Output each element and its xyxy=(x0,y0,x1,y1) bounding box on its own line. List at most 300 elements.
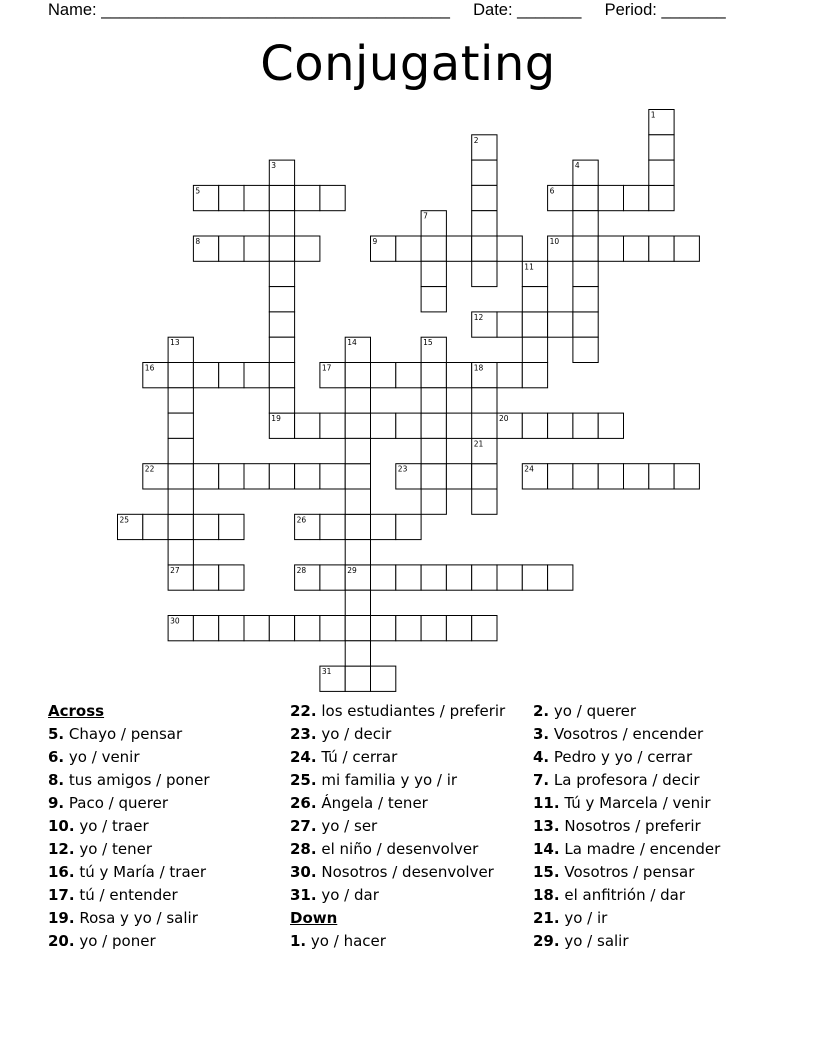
grid-cell[interactable] xyxy=(168,489,193,514)
cell-number: 4 xyxy=(574,161,580,171)
clue-text: Paco / querer xyxy=(68,794,168,812)
grid-cell[interactable] xyxy=(472,261,497,286)
grid-cell[interactable] xyxy=(295,236,320,261)
cell-number: 9 xyxy=(372,237,378,246)
grid-cell[interactable] xyxy=(269,261,294,286)
clue-item xyxy=(533,723,720,746)
clue-number: 21. xyxy=(533,909,560,927)
cell-number: 30 xyxy=(170,616,180,626)
grid-cell[interactable] xyxy=(168,438,193,463)
clue-number: 25. xyxy=(290,771,317,789)
clue-text: yo / ir xyxy=(564,909,608,927)
clue-column-3 xyxy=(533,700,720,953)
grid-cell[interactable] xyxy=(345,590,370,615)
grid-cell[interactable] xyxy=(573,287,598,312)
clue-number: 7. xyxy=(533,771,550,789)
grid-cell[interactable] xyxy=(269,185,294,210)
grid-cell[interactable] xyxy=(421,287,446,312)
grid-cell[interactable] xyxy=(295,464,320,489)
grid-cell[interactable] xyxy=(269,287,294,312)
clue-item xyxy=(533,884,720,907)
grid-cell[interactable] xyxy=(522,261,547,286)
down-heading: Down xyxy=(290,909,338,927)
grid-cell[interactable] xyxy=(522,312,547,337)
grid-cell[interactable] xyxy=(446,464,471,489)
clue-text: tú / entender xyxy=(79,886,178,904)
grid-cell[interactable] xyxy=(168,616,193,641)
cell-number: 1 xyxy=(650,110,656,120)
grid-cell[interactable] xyxy=(168,540,193,565)
clue-text: yo / ser xyxy=(321,817,378,835)
clue-list xyxy=(0,700,816,1000)
grid-cell[interactable] xyxy=(598,236,623,261)
grid-cell[interactable] xyxy=(371,363,396,388)
grid-cell[interactable] xyxy=(269,363,294,388)
grid-cell[interactable] xyxy=(345,413,370,438)
clue-item xyxy=(48,769,210,792)
grid-cell[interactable] xyxy=(345,641,370,666)
grid-cell[interactable] xyxy=(396,236,421,261)
grid-cell[interactable] xyxy=(522,565,547,590)
clue-text: el niño / desenvolver xyxy=(321,840,479,858)
grid-cell[interactable] xyxy=(193,363,218,388)
grid-cell[interactable] xyxy=(320,565,345,590)
grid-cell[interactable] xyxy=(573,236,598,261)
grid-cell[interactable] xyxy=(320,616,345,641)
clue-item xyxy=(533,700,720,723)
grid-cell[interactable] xyxy=(244,616,269,641)
grid-cell[interactable] xyxy=(244,185,269,210)
grid-cell[interactable] xyxy=(345,540,370,565)
clue-text: yo / tener xyxy=(79,840,153,858)
clue-text: Vosotros / pensar xyxy=(564,863,695,881)
grid-cell[interactable] xyxy=(345,337,370,362)
grid-cell[interactable] xyxy=(320,464,345,489)
grid-cell[interactable] xyxy=(345,438,370,463)
clue-text: los estudiantes / preferir xyxy=(321,702,506,720)
clue-item xyxy=(533,769,720,792)
grid-cell[interactable] xyxy=(421,616,446,641)
grid-cell[interactable] xyxy=(320,666,345,691)
clue-item xyxy=(290,815,505,838)
period-label: Period: xyxy=(604,1,657,19)
grid-cell[interactable] xyxy=(472,312,497,337)
clue-item xyxy=(533,815,720,838)
clue-number: 30. xyxy=(290,863,317,881)
grid-cell[interactable] xyxy=(371,666,396,691)
grid-cell[interactable] xyxy=(624,464,649,489)
grid-cell[interactable] xyxy=(522,464,547,489)
grid-cell[interactable] xyxy=(548,565,573,590)
grid-cell[interactable] xyxy=(193,185,218,210)
clue-number: 31. xyxy=(290,886,317,904)
cell-number: 8 xyxy=(195,237,201,246)
clue-number: 1. xyxy=(290,932,307,950)
clue-number: 11. xyxy=(533,794,560,812)
clue-number: 23. xyxy=(290,725,317,743)
clue-number: 16. xyxy=(48,863,75,881)
grid-cell[interactable] xyxy=(649,160,674,185)
clue-text: yo / venir xyxy=(68,748,140,766)
clue-text: Nosotros / desenvolver xyxy=(321,863,494,881)
clue-item xyxy=(48,838,210,861)
grid-cell[interactable] xyxy=(573,261,598,286)
grid-cell[interactable] xyxy=(421,261,446,286)
cell-number: 26 xyxy=(296,515,307,525)
clue-number: 13. xyxy=(533,817,560,835)
clue-text: mi familia y yo / ir xyxy=(321,771,458,789)
grid-cell[interactable] xyxy=(320,413,345,438)
clue-item xyxy=(533,746,720,769)
grid-cell[interactable] xyxy=(320,514,345,539)
grid-cell[interactable] xyxy=(573,312,598,337)
grid-cell[interactable] xyxy=(421,363,446,388)
grid-cell[interactable] xyxy=(118,514,143,539)
clue-text: Pedro y yo / cerrar xyxy=(553,748,693,766)
grid-cell[interactable] xyxy=(345,363,370,388)
clue-number: 9. xyxy=(48,794,65,812)
clue-column-2 xyxy=(290,700,505,953)
grid-cell[interactable] xyxy=(168,565,193,590)
name-label: Name: xyxy=(48,1,97,19)
clue-number: 2. xyxy=(533,702,550,720)
clue-text: tus amigos / poner xyxy=(68,771,210,789)
clue-text: yo / decir xyxy=(321,725,392,743)
grid-cell[interactable] xyxy=(598,185,623,210)
grid-cell[interactable] xyxy=(548,413,573,438)
grid-cell[interactable] xyxy=(472,363,497,388)
grid-cell[interactable] xyxy=(497,312,522,337)
cell-number: 18 xyxy=(473,363,484,373)
grid-cell[interactable] xyxy=(244,363,269,388)
grid-cell[interactable] xyxy=(269,337,294,362)
grid-cell[interactable] xyxy=(320,363,345,388)
clue-item xyxy=(48,930,210,953)
clue-item xyxy=(533,838,720,861)
grid-cell[interactable] xyxy=(295,616,320,641)
date-blank[interactable]: _______ xyxy=(517,1,582,19)
grid-cell[interactable] xyxy=(649,185,674,210)
grid-cell[interactable] xyxy=(219,464,244,489)
clue-number: 19. xyxy=(48,909,75,927)
grid-cell[interactable] xyxy=(269,388,294,413)
clue-number: 14. xyxy=(533,840,560,858)
grid-cell[interactable] xyxy=(548,185,573,210)
grid-cell[interactable] xyxy=(472,464,497,489)
clue-text: Nosotros / preferir xyxy=(564,817,701,835)
cell-number: 19 xyxy=(271,414,281,424)
grid-cell[interactable] xyxy=(421,388,446,413)
grid-cell[interactable] xyxy=(219,363,244,388)
grid-cell[interactable] xyxy=(522,413,547,438)
clue-item xyxy=(290,861,505,884)
cell-number: 20 xyxy=(499,414,509,424)
grid-cell[interactable] xyxy=(371,616,396,641)
clue-text: Ángela / tener xyxy=(321,794,428,812)
cell-number: 29 xyxy=(347,565,357,575)
grid-cell[interactable] xyxy=(219,514,244,539)
cell-number: 11 xyxy=(524,262,534,272)
clue-text: La profesora / decir xyxy=(553,771,700,789)
clue-number: 6. xyxy=(48,748,65,766)
cell-number: 21 xyxy=(473,439,484,449)
grid-cell[interactable] xyxy=(472,160,497,185)
grid-cell[interactable] xyxy=(371,413,396,438)
grid-cell[interactable] xyxy=(624,236,649,261)
grid-cell[interactable] xyxy=(649,464,674,489)
clue-number: 4. xyxy=(533,748,550,766)
grid-cell[interactable] xyxy=(446,565,471,590)
grid-cell[interactable] xyxy=(624,185,649,210)
grid-cell[interactable] xyxy=(143,514,168,539)
grid-cell[interactable] xyxy=(345,565,370,590)
clue-item xyxy=(48,746,210,769)
clue-number: 12. xyxy=(48,840,75,858)
grid-cell[interactable] xyxy=(244,236,269,261)
grid-cell[interactable] xyxy=(548,464,573,489)
grid-cell[interactable] xyxy=(421,464,446,489)
grid-cell[interactable] xyxy=(396,413,421,438)
grid-cell[interactable] xyxy=(573,211,598,236)
clue-item xyxy=(290,930,505,953)
cell-number: 15 xyxy=(423,338,433,348)
cell-number: 3 xyxy=(271,161,277,171)
grid-cell[interactable] xyxy=(649,236,674,261)
clue-text: tú y María / traer xyxy=(79,863,207,881)
cell-number: 2 xyxy=(473,135,479,145)
clue-text: Rosa y yo / salir xyxy=(79,909,198,927)
grid-cell[interactable] xyxy=(472,616,497,641)
grid-cell[interactable] xyxy=(421,438,446,463)
grid-cell[interactable] xyxy=(168,337,193,362)
grid-cell[interactable] xyxy=(295,514,320,539)
grid-cell[interactable] xyxy=(269,160,294,185)
clue-text: yo / traer xyxy=(79,817,149,835)
cell-number: 28 xyxy=(296,565,307,575)
grid-cell[interactable] xyxy=(193,514,218,539)
grid-cell[interactable] xyxy=(269,236,294,261)
cell-number: 16 xyxy=(144,363,155,373)
grid-cell[interactable] xyxy=(219,236,244,261)
grid-cell[interactable] xyxy=(143,464,168,489)
grid-cell[interactable] xyxy=(345,388,370,413)
cell-number: 31 xyxy=(321,667,332,677)
grid-cell[interactable] xyxy=(522,287,547,312)
grid-cell[interactable] xyxy=(674,236,699,261)
grid-cell[interactable] xyxy=(143,363,168,388)
grid-cell[interactable] xyxy=(320,185,345,210)
clue-text: yo / dar xyxy=(321,886,379,904)
grid-cell[interactable] xyxy=(573,337,598,362)
period-blank[interactable]: _______ xyxy=(661,1,726,19)
grid-cell[interactable] xyxy=(421,211,446,236)
grid-cell[interactable] xyxy=(345,489,370,514)
grid-cell[interactable] xyxy=(168,514,193,539)
clue-item xyxy=(290,746,505,769)
cell-number: 6 xyxy=(549,186,555,196)
name-blank[interactable]: ______________________________________ xyxy=(101,1,450,19)
grid-cell[interactable] xyxy=(573,185,598,210)
clue-text: Tú y Marcela / venir xyxy=(564,794,711,812)
clue-column-1 xyxy=(48,700,210,953)
grid-cell[interactable] xyxy=(396,464,421,489)
grid-cell[interactable] xyxy=(371,514,396,539)
clue-item xyxy=(533,930,720,953)
grid-cell[interactable] xyxy=(649,135,674,160)
grid-cell[interactable] xyxy=(472,489,497,514)
grid-cell[interactable] xyxy=(168,464,193,489)
grid-cell[interactable] xyxy=(345,666,370,691)
cell-number: 13 xyxy=(170,338,180,348)
clue-item xyxy=(48,815,210,838)
grid-cell[interactable] xyxy=(168,363,193,388)
grid-cell[interactable] xyxy=(219,185,244,210)
grid-cell[interactable] xyxy=(193,616,218,641)
grid-cell[interactable] xyxy=(446,363,471,388)
grid-cell[interactable] xyxy=(421,413,446,438)
clue-text: Chayo / pensar xyxy=(68,725,183,743)
grid-cell[interactable] xyxy=(446,413,471,438)
clue-text: yo / hacer xyxy=(310,932,386,950)
clue-item xyxy=(290,838,505,861)
grid-cell[interactable] xyxy=(497,236,522,261)
clue-number: 8. xyxy=(48,771,65,789)
clue-item xyxy=(290,792,505,815)
grid-cell[interactable] xyxy=(396,565,421,590)
grid-cell[interactable] xyxy=(168,388,193,413)
clue-text: el anfitrión / dar xyxy=(564,886,686,904)
grid-cell[interactable] xyxy=(295,185,320,210)
grid-cell[interactable] xyxy=(193,464,218,489)
grid-cell[interactable] xyxy=(269,413,294,438)
grid-cell[interactable] xyxy=(472,135,497,160)
grid-cell[interactable] xyxy=(269,616,294,641)
grid-cell[interactable] xyxy=(649,110,674,135)
grid-cell[interactable] xyxy=(295,413,320,438)
clue-item xyxy=(48,792,210,815)
grid-cell[interactable] xyxy=(396,363,421,388)
clue-item xyxy=(533,792,720,815)
grid-cell[interactable] xyxy=(345,464,370,489)
grid-cell[interactable] xyxy=(573,464,598,489)
grid-cell[interactable] xyxy=(345,514,370,539)
grid-cell[interactable] xyxy=(522,337,547,362)
cell-number: 10 xyxy=(549,237,560,246)
clue-text: Tú / cerrar xyxy=(321,748,398,766)
clue-item xyxy=(290,700,505,723)
clue-text: yo / salir xyxy=(564,932,629,950)
clue-text: Vosotros / encender xyxy=(553,725,704,743)
grid-cell[interactable] xyxy=(472,236,497,261)
clue-item xyxy=(290,769,505,792)
cell-number: 7 xyxy=(423,211,428,221)
clue-number: 24. xyxy=(290,748,317,766)
grid-cell[interactable] xyxy=(472,438,497,463)
grid-cell[interactable] xyxy=(421,236,446,261)
grid-cell[interactable] xyxy=(548,312,573,337)
header-fields xyxy=(48,0,748,20)
grid-cell[interactable] xyxy=(573,413,598,438)
clue-number: 26. xyxy=(290,794,317,812)
clue-item xyxy=(48,861,210,884)
grid-cell[interactable] xyxy=(421,337,446,362)
grid-cell[interactable] xyxy=(371,565,396,590)
grid-cell[interactable] xyxy=(269,211,294,236)
grid-cell[interactable] xyxy=(421,489,446,514)
grid-cell[interactable] xyxy=(421,565,446,590)
grid-cell[interactable] xyxy=(269,464,294,489)
clue-item xyxy=(290,884,505,907)
grid-cell[interactable] xyxy=(219,565,244,590)
grid-cell[interactable] xyxy=(472,185,497,210)
grid-cell[interactable] xyxy=(497,413,522,438)
grid-cell[interactable] xyxy=(674,464,699,489)
grid-cell[interactable] xyxy=(548,236,573,261)
grid-cell[interactable] xyxy=(193,236,218,261)
cell-number: 25 xyxy=(119,515,130,525)
grid-cell[interactable] xyxy=(168,413,193,438)
grid-cell[interactable] xyxy=(446,616,471,641)
grid-cell[interactable] xyxy=(472,211,497,236)
grid-cell[interactable] xyxy=(295,565,320,590)
cell-number: 27 xyxy=(170,565,180,575)
grid-cell[interactable] xyxy=(446,236,471,261)
cell-number: 17 xyxy=(321,363,332,373)
grid-cell[interactable] xyxy=(269,312,294,337)
across-heading: Across xyxy=(48,702,105,720)
grid-cell[interactable] xyxy=(396,616,421,641)
grid-cell[interactable] xyxy=(522,363,547,388)
grid-cell[interactable] xyxy=(244,464,269,489)
grid-cell[interactable] xyxy=(573,160,598,185)
cell-number: 23 xyxy=(397,464,408,474)
grid-cell[interactable] xyxy=(472,565,497,590)
clue-number: 28. xyxy=(290,840,317,858)
clue-item xyxy=(48,723,210,746)
clue-text: yo / querer xyxy=(553,702,637,720)
clue-number: 27. xyxy=(290,817,317,835)
clue-item xyxy=(48,907,210,930)
grid-cell[interactable] xyxy=(598,464,623,489)
clue-number: 10. xyxy=(48,817,75,835)
cell-number: 5 xyxy=(195,186,201,196)
clue-item xyxy=(533,861,720,884)
date-label: Date: xyxy=(473,1,513,19)
clue-item xyxy=(48,884,210,907)
clue-number: 20. xyxy=(48,932,75,950)
clue-item xyxy=(290,723,505,746)
grid-cell[interactable] xyxy=(193,565,218,590)
cell-number: 14 xyxy=(347,338,357,348)
grid-cell[interactable] xyxy=(345,616,370,641)
grid-cell[interactable] xyxy=(396,514,421,539)
grid-cell[interactable] xyxy=(598,413,623,438)
clue-item xyxy=(533,907,720,930)
cell-number: 12 xyxy=(473,312,484,322)
clue-number: 3. xyxy=(533,725,550,743)
grid-cell[interactable] xyxy=(472,388,497,413)
cell-number: 22 xyxy=(144,464,155,474)
clue-number: 22. xyxy=(290,702,317,720)
page-title: Conjugating xyxy=(260,36,556,92)
clue-number: 18. xyxy=(533,886,560,904)
grid-cell[interactable] xyxy=(497,363,522,388)
clue-number: 29. xyxy=(533,932,560,950)
grid-cell[interactable] xyxy=(371,236,396,261)
grid-cell[interactable] xyxy=(497,565,522,590)
grid-cell[interactable] xyxy=(219,616,244,641)
clue-text: yo / poner xyxy=(79,932,156,950)
